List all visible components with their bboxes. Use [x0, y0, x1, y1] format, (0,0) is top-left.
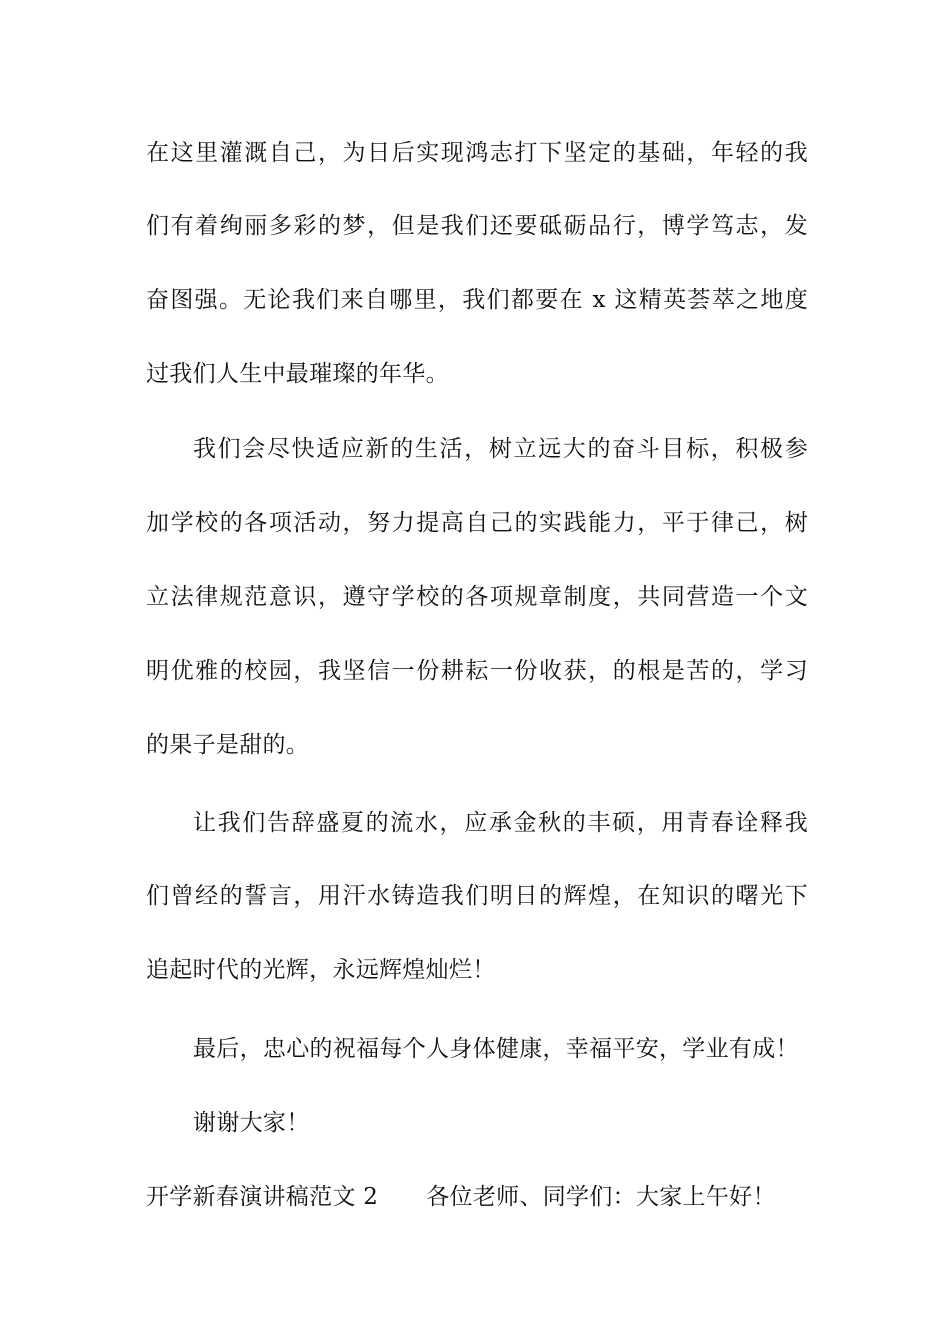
section-title: 开学新春演讲稿范文 2	[146, 1184, 379, 1210]
text-line: 谢谢大家！	[193, 1110, 310, 1136]
text-line: 们曾经的誓言，用汗水铸造我们明日的辉煌，在知识的曙光下	[146, 883, 808, 909]
text-line: 奋图强。无论我们来自哪里，我们都要在 x 这精英荟萃之地度	[146, 287, 808, 313]
text-line: 追起时代的光辉，永远辉煌灿烂！	[146, 957, 496, 983]
text-line: 们有着绚丽多彩的梦，但是我们还要砥砺品行，博学笃志，发	[146, 213, 808, 239]
text-line: 的果子是甜的。	[146, 732, 310, 758]
text-line: 让我们告辞盛夏的流水，应承金秋的丰硕，用青春诠释我	[193, 810, 808, 836]
text-line: 加学校的各项活动，努力提高自己的实践能力，平于律己，树	[146, 510, 808, 536]
text-line: 我们会尽快适应新的生活，树立远大的奋斗目标，积极参	[193, 436, 808, 462]
text-line: 最后，忠心的祝福每个人身体健康，幸福平安，学业有成！	[193, 1036, 799, 1062]
text-line: 立法律规范意识，遵守学校的各项规章制度，共同营造一个文	[146, 584, 808, 610]
greeting-text: 各位老师、同学们：大家上午好！	[426, 1184, 776, 1210]
text-line: 明优雅的校园，我坚信一份耕耘一份收获，的根是苦的，学习	[146, 658, 808, 684]
text-line: 过我们人生中最璀璨的年华。	[146, 361, 449, 387]
section-heading-line	[146, 1182, 808, 1212]
text-line: 在这里灌溉自己，为日后实现鸿志打下坚定的基础，年轻的我	[146, 140, 808, 166]
